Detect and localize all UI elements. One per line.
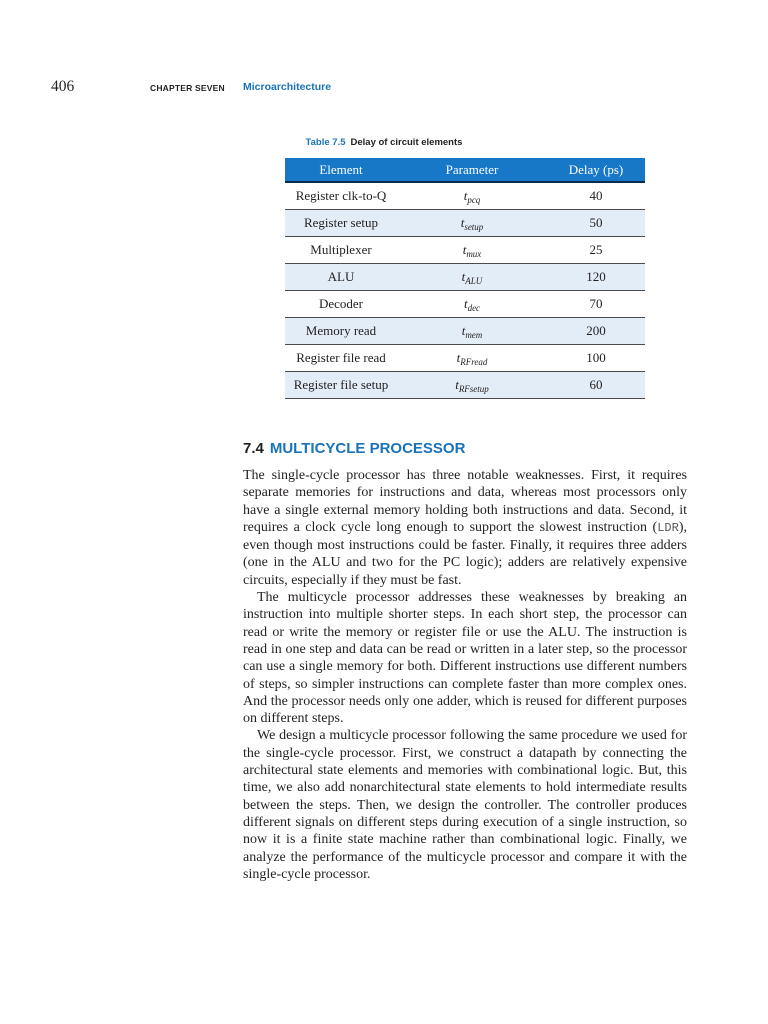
table-row: [285, 237, 645, 264]
paragraph-text: The single-cycle processor has three notable weaknesses. First, it requires separate memories for instructions and data, whereas most processors only have a single external memory holding both instructions and data. Second, it requires a clock cycle long enough to support the slowest instruction (: [243, 468, 687, 535]
cell-delay: 25: [547, 237, 645, 264]
page-number: 406: [51, 78, 75, 95]
cell-element: Register clk-to-Q: [285, 182, 397, 210]
cell-delay: 100: [547, 345, 645, 372]
section-heading: [243, 440, 465, 457]
cell-delay: 50: [547, 210, 645, 237]
body-text: [243, 467, 687, 883]
cell-element: Decoder: [285, 291, 397, 318]
table-row: [285, 210, 645, 237]
cell-parameter: [397, 345, 547, 372]
param-subscript: dec: [467, 302, 481, 313]
param-base: t: [456, 349, 461, 365]
cell-delay: 200: [547, 318, 645, 345]
paragraph-text: ), even though most instructions could be faster. Finally, it requires three adders (one in the ALU and two for the PC logic); adders are relatively expensive circuits, especially if they must be fast.: [243, 519, 687, 588]
cell-delay: 40: [547, 182, 645, 210]
section-title: MULTICYCLE PROCESSOR: [269, 440, 466, 457]
table-row: [285, 372, 645, 399]
cell-parameter: [397, 182, 547, 210]
table-row: [285, 264, 645, 291]
cell-element: ALU: [285, 264, 397, 291]
cell-delay: 120: [547, 264, 645, 291]
cell-element: Register file setup: [285, 372, 397, 399]
param-subscript: mem: [465, 329, 483, 340]
param-base: t: [461, 268, 466, 284]
table-caption: [0, 137, 768, 148]
cell-element: Register setup: [285, 210, 397, 237]
param-subscript: RFsetup: [458, 383, 489, 394]
param-base: t: [460, 214, 465, 230]
cell-parameter: [397, 291, 547, 318]
param-subscript: mux: [466, 248, 482, 259]
param-base: t: [461, 322, 466, 338]
code-ldr: LDR: [657, 520, 679, 535]
running-section-title: Microarchitecture: [243, 81, 332, 93]
table-row: [285, 291, 645, 318]
table-row: [285, 345, 645, 372]
param-subscript: setup: [464, 221, 484, 232]
table-header-row: [285, 158, 645, 182]
paragraph: [243, 467, 687, 589]
table-row: [285, 182, 645, 210]
cell-element: Multiplexer: [285, 237, 397, 264]
param-base: t: [463, 295, 468, 311]
cell-element: Memory read: [285, 318, 397, 345]
paragraph: The multicycle processor addresses these weaknesses by breaking an instruction into multiple shorter steps. In each short step, the processor can read or write the memory or register file or use the ALU. The instruction is read in one step and data can be read or written in a later step, so the processor can use a single memory for both. Different instructions use different numbers of steps, so simpler instructions can complete faster than more complex ones. And the processor needs only one adder, which is reused for different purposes on different steps.: [243, 590, 687, 727]
paragraph: We design a multicycle processor following the same procedure we used for the single-cycle processor. First, we construct a datapath by connecting the architectural state elements and memories with combinational logic. But, this time, we also add nonarchitectural state elements to hold intermediate results between the steps. Then, we design the controller. The controller produces different signals on different steps during execution of a single instruction, so now it is a finite state machine rather than combinational logic. Finally, we analyze the performance of the multicycle processor and compare it with the single-cycle processor.: [243, 728, 687, 882]
delay-table: [285, 158, 645, 399]
cell-parameter: [397, 237, 547, 264]
cell-delay: 60: [547, 372, 645, 399]
param-base: t: [463, 187, 468, 203]
table-caption-number: Table 7.5: [305, 137, 346, 148]
column-header-delay: Delay (ps): [547, 158, 645, 182]
chapter-label: CHAPTER SEVEN: [150, 83, 225, 93]
param-base: t: [455, 376, 459, 392]
running-header: [0, 78, 768, 98]
param-subscript: RFread: [460, 356, 488, 367]
param-base: t: [462, 241, 467, 257]
table-caption-text: Delay of circuit elements: [350, 137, 463, 148]
table-row: [285, 318, 645, 345]
cell-parameter: [397, 318, 547, 345]
column-header-element: Element: [285, 158, 397, 182]
cell-element: Register file read: [285, 345, 397, 372]
column-header-parameter: Parameter: [397, 158, 547, 182]
param-subscript: ALU: [465, 275, 483, 286]
cell-parameter: [397, 210, 547, 237]
cell-parameter: [397, 372, 547, 399]
cell-parameter: [397, 264, 547, 291]
cell-delay: 70: [547, 291, 645, 318]
param-subscript: pcq: [467, 194, 481, 205]
section-number: 7.4: [243, 440, 264, 457]
